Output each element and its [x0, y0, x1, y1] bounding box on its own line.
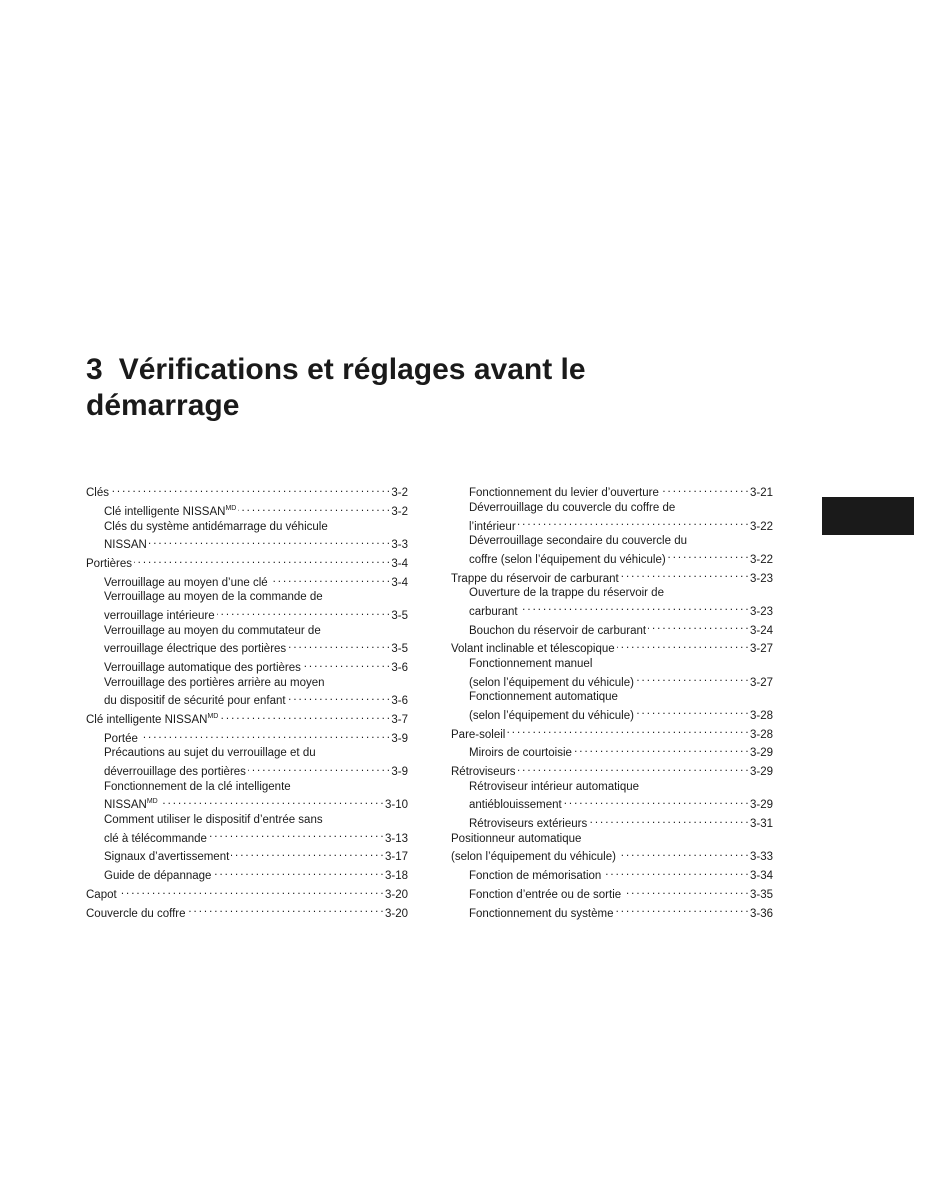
- toc-page-number: 3-35: [749, 888, 773, 901]
- toc-entry-line: [451, 723, 773, 742]
- toc-entry-line: [86, 884, 408, 903]
- toc-entry[interactable]: [86, 865, 408, 884]
- toc-entry-line: [469, 586, 773, 600]
- toc-entry-line: [469, 482, 773, 501]
- toc-entry-text: Capot: [86, 888, 117, 901]
- toc-entry-line: [104, 605, 408, 624]
- toc-entry-text: carburant: [469, 605, 518, 618]
- toc-entry-text: Rétroviseurs extérieurs: [469, 818, 588, 831]
- toc-entry[interactable]: [86, 657, 408, 676]
- toc-column-left: [86, 482, 408, 921]
- toc-entry-line: [469, 501, 773, 515]
- toc-entry-line: [469, 657, 773, 671]
- toc-entry-line: [104, 690, 408, 709]
- toc-entry-text: Précautions au sujet du verrouillage et du: [104, 747, 316, 760]
- toc-dot-leader: [623, 884, 748, 898]
- toc-entry-line: [469, 742, 773, 761]
- toc-page-number: 3-4: [391, 558, 408, 571]
- toc-entry-line: [469, 534, 773, 548]
- toc-entry-text: Clés du système antidémarrage du véhicule: [104, 520, 328, 533]
- toc-page-number: 3-33: [749, 851, 773, 864]
- toc-entry-text: verrouillage électrique des portières: [104, 643, 287, 656]
- toc-column-right: [451, 482, 773, 921]
- toc-entry-text: Fonctionnement de la clé intelligente: [104, 780, 291, 793]
- toc-dot-leader: [636, 704, 748, 718]
- toc-page-number: 3-10: [384, 799, 408, 812]
- toc-entry-line: [469, 600, 773, 619]
- toc-page-number: 3-4: [391, 576, 408, 589]
- toc-page-number: 3-23: [749, 572, 773, 585]
- toc-dot-leader: [134, 553, 389, 567]
- toc-dot-leader: [288, 690, 390, 704]
- toc-entry-text: Verrouillage au moyen d’une clé: [104, 576, 268, 589]
- toc-entry[interactable]: [86, 624, 408, 657]
- toc-entry[interactable]: [451, 586, 773, 619]
- toc-entry[interactable]: [451, 780, 773, 813]
- toc-entry-text: Rétroviseurs: [451, 766, 516, 779]
- toc-entry-line: [104, 590, 408, 604]
- toc-entry-line: [469, 865, 773, 884]
- toc-dot-leader: [231, 846, 383, 860]
- toc-entry-text: Verrouillage automatique des portières: [104, 662, 301, 675]
- toc-page-number: 3-20: [384, 888, 408, 901]
- toc-entry-text: Verrouillage au moyen du commutateur de: [104, 624, 321, 637]
- toc-entry-line: [469, 884, 773, 903]
- toc-entry[interactable]: [86, 746, 408, 779]
- toc-dot-leader: [668, 548, 748, 562]
- toc-page-number: 3-29: [749, 766, 773, 779]
- toc-entry-line: [104, 794, 408, 813]
- toc-dot-leader: [564, 794, 748, 808]
- toc-entry-text: Guide de dépannage: [104, 870, 212, 883]
- toc-entry[interactable]: [451, 884, 773, 903]
- toc-page-number: 3-6: [391, 662, 408, 675]
- toc-entry-line: [469, 813, 773, 832]
- toc-entry-text: Clé intelligente $NISSAN^{MD}$: [104, 505, 237, 519]
- toc-entry-text: Verrouillage des portières arrière au moyen: [104, 676, 325, 689]
- toc-entry-line: [469, 780, 773, 794]
- toc-entry-line: [104, 728, 408, 747]
- toc-dot-leader: [288, 638, 389, 652]
- toc-entry-line: [469, 794, 773, 813]
- toc-entry[interactable]: [451, 534, 773, 567]
- toc-dot-leader: [303, 657, 389, 671]
- toc-entry-line: [104, 638, 408, 657]
- toc-dot-leader: [213, 865, 383, 879]
- toc-dot-leader: [140, 728, 389, 742]
- toc-page-number: 3-9: [391, 732, 408, 745]
- toc-entry-text: Couvercle du coffre: [86, 907, 186, 920]
- toc-dot-leader: [617, 638, 748, 652]
- toc-entry-line: [104, 501, 408, 520]
- toc-entry-line: [86, 709, 408, 728]
- chapter-title: [86, 352, 786, 424]
- toc-entry-text: Volant inclinable et télescopique: [451, 643, 615, 656]
- toc-entry[interactable]: [86, 884, 408, 903]
- toc-dot-leader: [615, 902, 748, 916]
- toc-entry[interactable]: [451, 813, 773, 832]
- toc-entry-text: verrouillage intérieure: [104, 610, 215, 623]
- toc-entry-line: [104, 846, 408, 865]
- toc-page-number: 3-22: [749, 520, 773, 533]
- toc-entry-text: clé à télécommande: [104, 832, 207, 845]
- toc-dot-leader: [661, 482, 748, 496]
- toc-entry[interactable]: [86, 709, 408, 728]
- toc-entry-text: coffre (selon l’équipement du véhicule): [469, 553, 666, 566]
- toc-entry-text: Portée: [104, 732, 138, 745]
- toc-entry[interactable]: [451, 865, 773, 884]
- toc-entry-line: [469, 548, 773, 567]
- toc-entry-text: Fonctionnement automatique: [469, 691, 618, 703]
- toc-page-number: 3-5: [391, 610, 408, 623]
- toc-dot-leader: [238, 501, 389, 515]
- toc-entry-text: Pare-soleil: [451, 728, 506, 741]
- toc-page-number: 3-29: [749, 747, 773, 760]
- toc-entry-text: Portières: [86, 558, 133, 571]
- toc-dot-leader: [149, 534, 390, 548]
- toc-dot-leader: [603, 865, 748, 879]
- toc-dot-leader: [270, 572, 390, 586]
- toc-dot-leader: [518, 515, 748, 529]
- toc-dot-leader: [589, 813, 748, 827]
- toc-entry-line: [469, 902, 773, 921]
- toc-dot-leader: [248, 761, 389, 775]
- trademark-superscript: MD: [207, 713, 219, 721]
- toc-page-number: 3-27: [749, 643, 773, 656]
- toc-dot-leader: [518, 761, 748, 775]
- toc-entry-line: [104, 761, 408, 780]
- toc-entry[interactable]: [86, 676, 408, 709]
- toc-entry-text: du dispositif de sécurité pour enfant: [104, 695, 286, 708]
- toc-entry-text: NISSAN: [104, 539, 147, 552]
- toc-entry-text: Rétroviseur intérieur automatique: [469, 780, 640, 793]
- toc-entry[interactable]: [451, 638, 773, 657]
- toc-entry-text: Fonction de mémorisation: [469, 870, 602, 883]
- chapter-title-line1: Vérifications et réglages avant le: [118, 353, 586, 386]
- toc-dot-leader: [621, 567, 748, 581]
- toc-entry[interactable]: [86, 553, 408, 572]
- toc-entry-text: Déverrouillage secondaire du couvercle du: [469, 535, 687, 547]
- toc-page-number: 3-31: [749, 818, 773, 831]
- toc-page-number: 3-28: [749, 709, 773, 722]
- toc-page-number: 3-34: [749, 870, 773, 883]
- toc-page-number: 3-13: [384, 832, 408, 845]
- toc-entry-line: [86, 482, 408, 501]
- toc-entry[interactable]: [451, 902, 773, 921]
- toc-entry[interactable]: [86, 780, 408, 813]
- toc-page-number: 3-36: [749, 907, 773, 920]
- toc-entry-line: [469, 619, 773, 638]
- toc-entry[interactable]: [451, 723, 773, 742]
- toc-page-number: 3-7: [391, 714, 408, 727]
- toc-entry-text: Fonctionnement manuel: [469, 657, 593, 670]
- toc-entry[interactable]: [86, 590, 408, 623]
- toc-dot-leader: [220, 709, 389, 723]
- toc-dot-leader: [119, 884, 383, 898]
- toc-entry-line: [469, 690, 773, 704]
- toc-entry[interactable]: [86, 572, 408, 591]
- chapter-number: 3: [86, 353, 103, 386]
- toc-dot-leader: [648, 619, 748, 633]
- toc-entry[interactable]: [86, 846, 408, 865]
- toc-entry-line: [104, 827, 408, 846]
- toc-entry-text: Comment utiliser le dispositif d’entrée sans: [104, 813, 323, 826]
- toc-entry-text: Miroirs de courtoisie: [469, 747, 572, 760]
- toc-entry-text: Signaux d’avertissement: [104, 851, 230, 864]
- toc-entry-line: [104, 624, 408, 638]
- toc-dot-leader: [188, 902, 383, 916]
- toc-entry-line: [104, 534, 408, 553]
- toc-entry[interactable]: [86, 501, 408, 520]
- toc-entry-text: $NISSAN^{MD}$: [104, 798, 158, 812]
- toc-entry-text: Déverrouillage du couvercle du coffre de: [469, 501, 676, 514]
- toc-entry-line: [104, 676, 408, 690]
- toc-entry-line: [451, 832, 773, 846]
- toc-dot-leader: [618, 846, 748, 860]
- toc-page-number: 3-20: [384, 907, 408, 920]
- toc-dot-leader: [217, 605, 390, 619]
- toc-page-number: 3-2: [391, 506, 408, 519]
- toc-entry[interactable]: [451, 832, 773, 865]
- toc-dot-leader: [636, 671, 748, 685]
- toc-entry-line: [469, 704, 773, 723]
- toc-entry-line: [104, 657, 408, 676]
- toc-page-number: 3-23: [749, 605, 773, 618]
- toc-page-number: 3-29: [749, 799, 773, 812]
- toc-page-number: 3-22: [749, 553, 773, 566]
- toc-entry[interactable]: [86, 728, 408, 747]
- toc-entry[interactable]: [86, 902, 408, 921]
- toc-entry[interactable]: [451, 482, 773, 501]
- toc-entry-line: [451, 761, 773, 780]
- toc-entry[interactable]: [451, 657, 773, 690]
- toc-page-number: 3-24: [749, 624, 773, 637]
- toc-entry[interactable]: [451, 501, 773, 534]
- toc-entry-text: Clés: [86, 487, 110, 500]
- toc-entry-text: Positionneur automatique: [451, 832, 582, 845]
- toc-entry[interactable]: [451, 761, 773, 780]
- toc-entry-text: Fonctionnement du système: [469, 907, 614, 920]
- toc-dot-leader: [507, 723, 748, 737]
- toc-entry-line: [104, 520, 408, 534]
- toc-entry-line: [104, 572, 408, 591]
- toc-entry-text: Clé intelligente $NISSAN^{MD}$: [86, 713, 219, 727]
- toc-entry-text: Verrouillage au moyen de la commande de: [104, 591, 323, 604]
- toc-entry-line: [469, 515, 773, 534]
- toc-entry-line: [86, 902, 408, 921]
- toc-entry[interactable]: [451, 742, 773, 761]
- toc-entry-line: [104, 746, 408, 760]
- toc-dot-leader: [209, 827, 383, 841]
- toc-entry-line: [86, 553, 408, 572]
- toc-dot-leader: [520, 600, 748, 614]
- toc-page-number: 3-17: [384, 851, 408, 864]
- toc-entry-text: Fonction d’entrée ou de sortie: [469, 888, 622, 901]
- toc-entry-line: [451, 846, 773, 865]
- toc-entry-text: (selon l’équipement du véhicule): [451, 851, 616, 864]
- toc-page-number: 3-5: [391, 643, 408, 656]
- chapter-title-line2: démarrage: [86, 389, 240, 422]
- toc-page-number: 3-28: [749, 728, 773, 741]
- trademark-superscript: MD: [225, 505, 237, 513]
- toc-entry[interactable]: [86, 813, 408, 846]
- toc-page-number: 3-2: [391, 487, 408, 500]
- toc-entry-text: Ouverture de la trappe du réservoir de: [469, 587, 664, 599]
- toc-entry[interactable]: [451, 619, 773, 638]
- toc-entry-line: [469, 671, 773, 690]
- toc-page-number: 3-3: [391, 539, 408, 552]
- toc-dot-leader: [574, 742, 748, 756]
- toc-page-number: 3-21: [749, 487, 773, 500]
- toc-entry-text: Fonctionnement du levier d’ouverture: [469, 487, 659, 500]
- toc-entry-line: [451, 638, 773, 657]
- toc-entry-line: [104, 865, 408, 884]
- toc-page-number: 3-6: [391, 695, 408, 708]
- toc-entry-text: (selon l’équipement du véhicule): [469, 709, 634, 722]
- toc-entry-line: [451, 567, 773, 586]
- toc-entry[interactable]: [451, 690, 773, 723]
- toc-page-number: 3-27: [749, 676, 773, 689]
- toc-entry[interactable]: [86, 520, 408, 553]
- toc-entry[interactable]: [451, 567, 773, 586]
- toc-entry-text: (selon l’équipement du véhicule): [469, 676, 634, 689]
- toc-entry-text: antiéblouissement: [469, 799, 562, 812]
- toc-dot-leader: [111, 482, 389, 496]
- toc-page-number: 3-18: [384, 870, 408, 883]
- toc-entry-text: l’intérieur: [469, 520, 516, 533]
- toc-entry-line: [104, 780, 408, 794]
- trademark-superscript: MD: [146, 798, 158, 806]
- chapter-tab-marker: [822, 497, 914, 535]
- toc-entry-text: Bouchon du réservoir de carburant: [469, 624, 647, 637]
- toc-entry[interactable]: [86, 482, 408, 501]
- toc-dot-leader: [160, 794, 383, 808]
- toc-entry-text: Trappe du réservoir de carburant: [451, 572, 619, 585]
- toc-entry-text: déverrouillage des portières: [104, 766, 246, 779]
- toc-entry-line: [104, 813, 408, 827]
- toc-page-number: 3-9: [391, 766, 408, 779]
